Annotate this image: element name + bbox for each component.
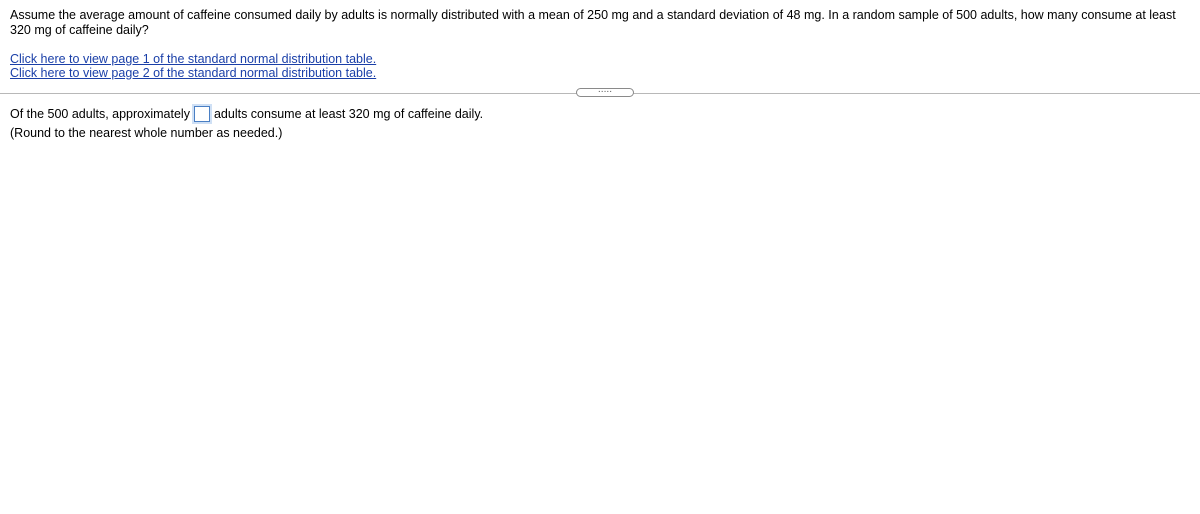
rounding-hint: (Round to the nearest whole number as needed.) (10, 126, 283, 140)
answer-sentence (10, 104, 483, 124)
link-normal-table-page-1[interactable]: Click here to view page 1 of the standard normal distribution table. (10, 52, 377, 66)
question-text: Assume the average amount of caffeine consumed daily by adults is normally distributed with a mean of 250 mg and a standard deviation of 48 mg. In a random sample of 500 adults, how many consume at least 320 mg of caffeine daily? (10, 8, 1176, 37)
answer-suffix: adults consume at least 320 mg of caffeine daily. (213, 107, 484, 121)
expand-button[interactable] (576, 85, 634, 97)
answer-input[interactable] (194, 106, 210, 122)
link-normal-table-page-2[interactable]: Click here to view page 2 of the standard normal distribution table. (10, 66, 377, 80)
expand-dots-icon: ..... (597, 85, 613, 95)
answer-prefix: Of the 500 adults, approximately (10, 107, 190, 121)
table-links (10, 52, 376, 80)
